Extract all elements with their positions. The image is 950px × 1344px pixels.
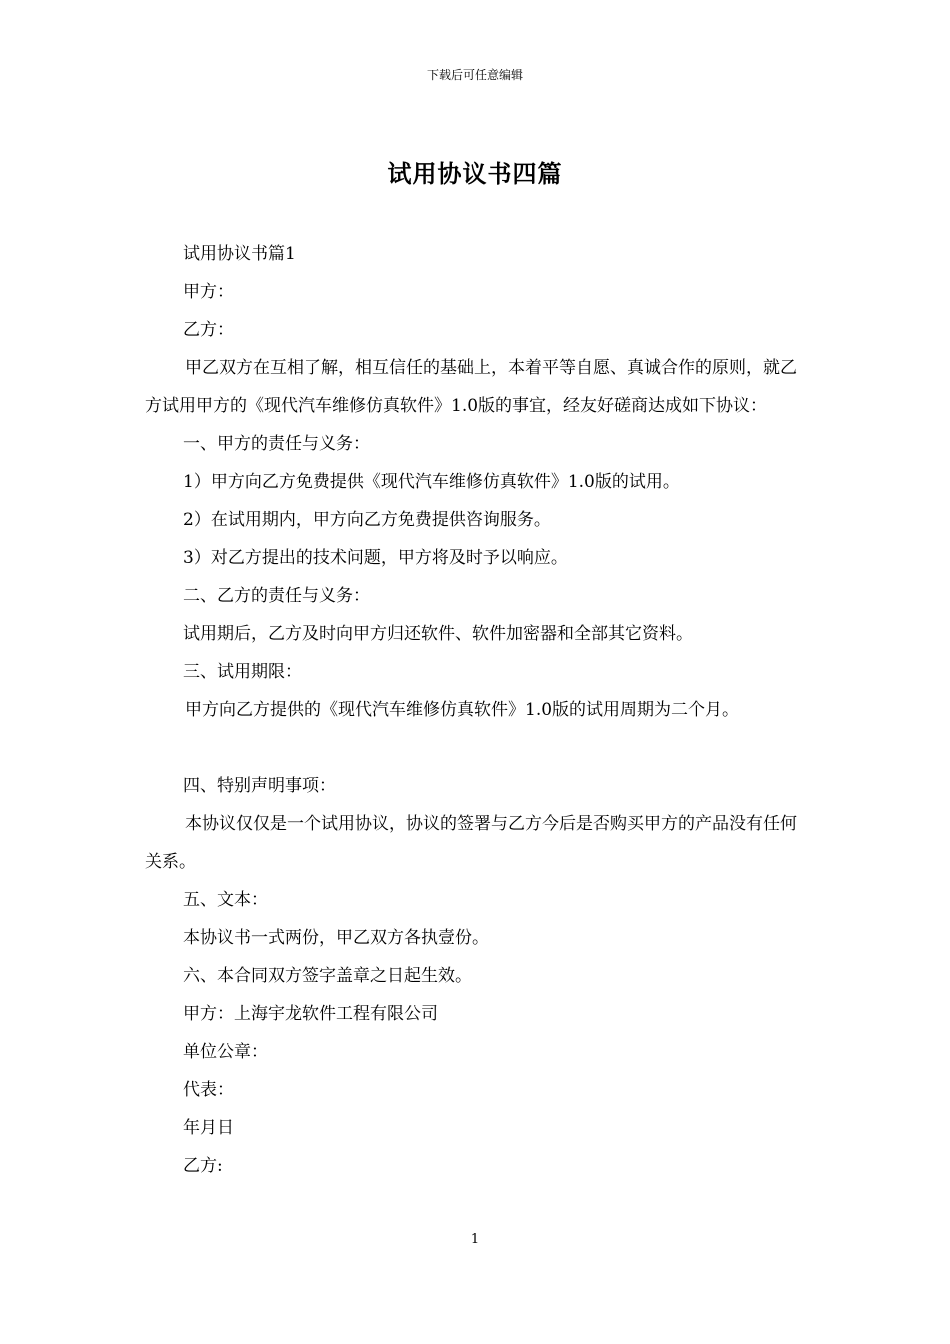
clause-item: 1）甲方向乙方免费提供《现代汽车维修仿真软件》1.0版的试用。 bbox=[183, 472, 680, 492]
clause-heading: 二、乙方的责任与义务： bbox=[183, 586, 370, 606]
clause-item: 2）在试用期内，甲方向乙方免费提供咨询服务。 bbox=[183, 510, 551, 530]
clause-heading: 三、试用期限： bbox=[183, 662, 302, 682]
signature-seal: 单位公章： bbox=[183, 1042, 268, 1062]
clause-item: 本协议书一式两份，甲乙双方各执壹份。 bbox=[183, 928, 489, 948]
clause-item: 甲方向乙方提供的《现代汽车维修仿真软件》1.0版的试用周期为二个月。 bbox=[185, 700, 740, 720]
signature-party-b: 乙方: bbox=[183, 1156, 223, 1176]
page-header: 下载后可任意编辑 bbox=[426, 68, 523, 82]
party-a-label: 甲方： bbox=[183, 282, 234, 302]
clause-heading: 五、文本： bbox=[183, 890, 268, 910]
page-number: 1 bbox=[470, 1232, 480, 1247]
intro-paragraph: 甲乙双方在互相了解，相互信任的基础上，本着平等自愿、真诚合作的原则，就乙方试用甲方的《现代汽车维修仿真软件》1.0版的事宜，经友好磋商达成如下协议： bbox=[145, 358, 797, 416]
clause-heading: 一、甲方的责任与义务： bbox=[183, 434, 370, 454]
clause-heading: 六、本合同双方签字盖章之日起生效。 bbox=[183, 966, 472, 986]
clause-heading: 四、特别声明事项： bbox=[183, 776, 336, 796]
document-body bbox=[145, 235, 805, 1185]
document-title: 试用协议书四篇 bbox=[387, 159, 563, 188]
blank-line bbox=[145, 729, 805, 767]
clause-item: 本协议仅仅是一个试用协议，协议的签署与乙方今后是否购买甲方的产品没有任何关系。 bbox=[145, 814, 797, 872]
signature-representative: 代表： bbox=[183, 1080, 234, 1100]
signature-party-a: 甲方：上海宇龙软件工程有限公司 bbox=[183, 1004, 438, 1024]
section-heading: 试用协议书篇1 bbox=[183, 244, 296, 264]
clause-item: 3）对乙方提出的技术问题，甲方将及时予以响应。 bbox=[183, 548, 568, 568]
clause-item: 试用期后，乙方及时向甲方归还软件、软件加密器和全部其它资料。 bbox=[183, 624, 693, 644]
signature-date: 年月日 bbox=[183, 1118, 234, 1138]
party-b-label: 乙方： bbox=[183, 320, 234, 340]
